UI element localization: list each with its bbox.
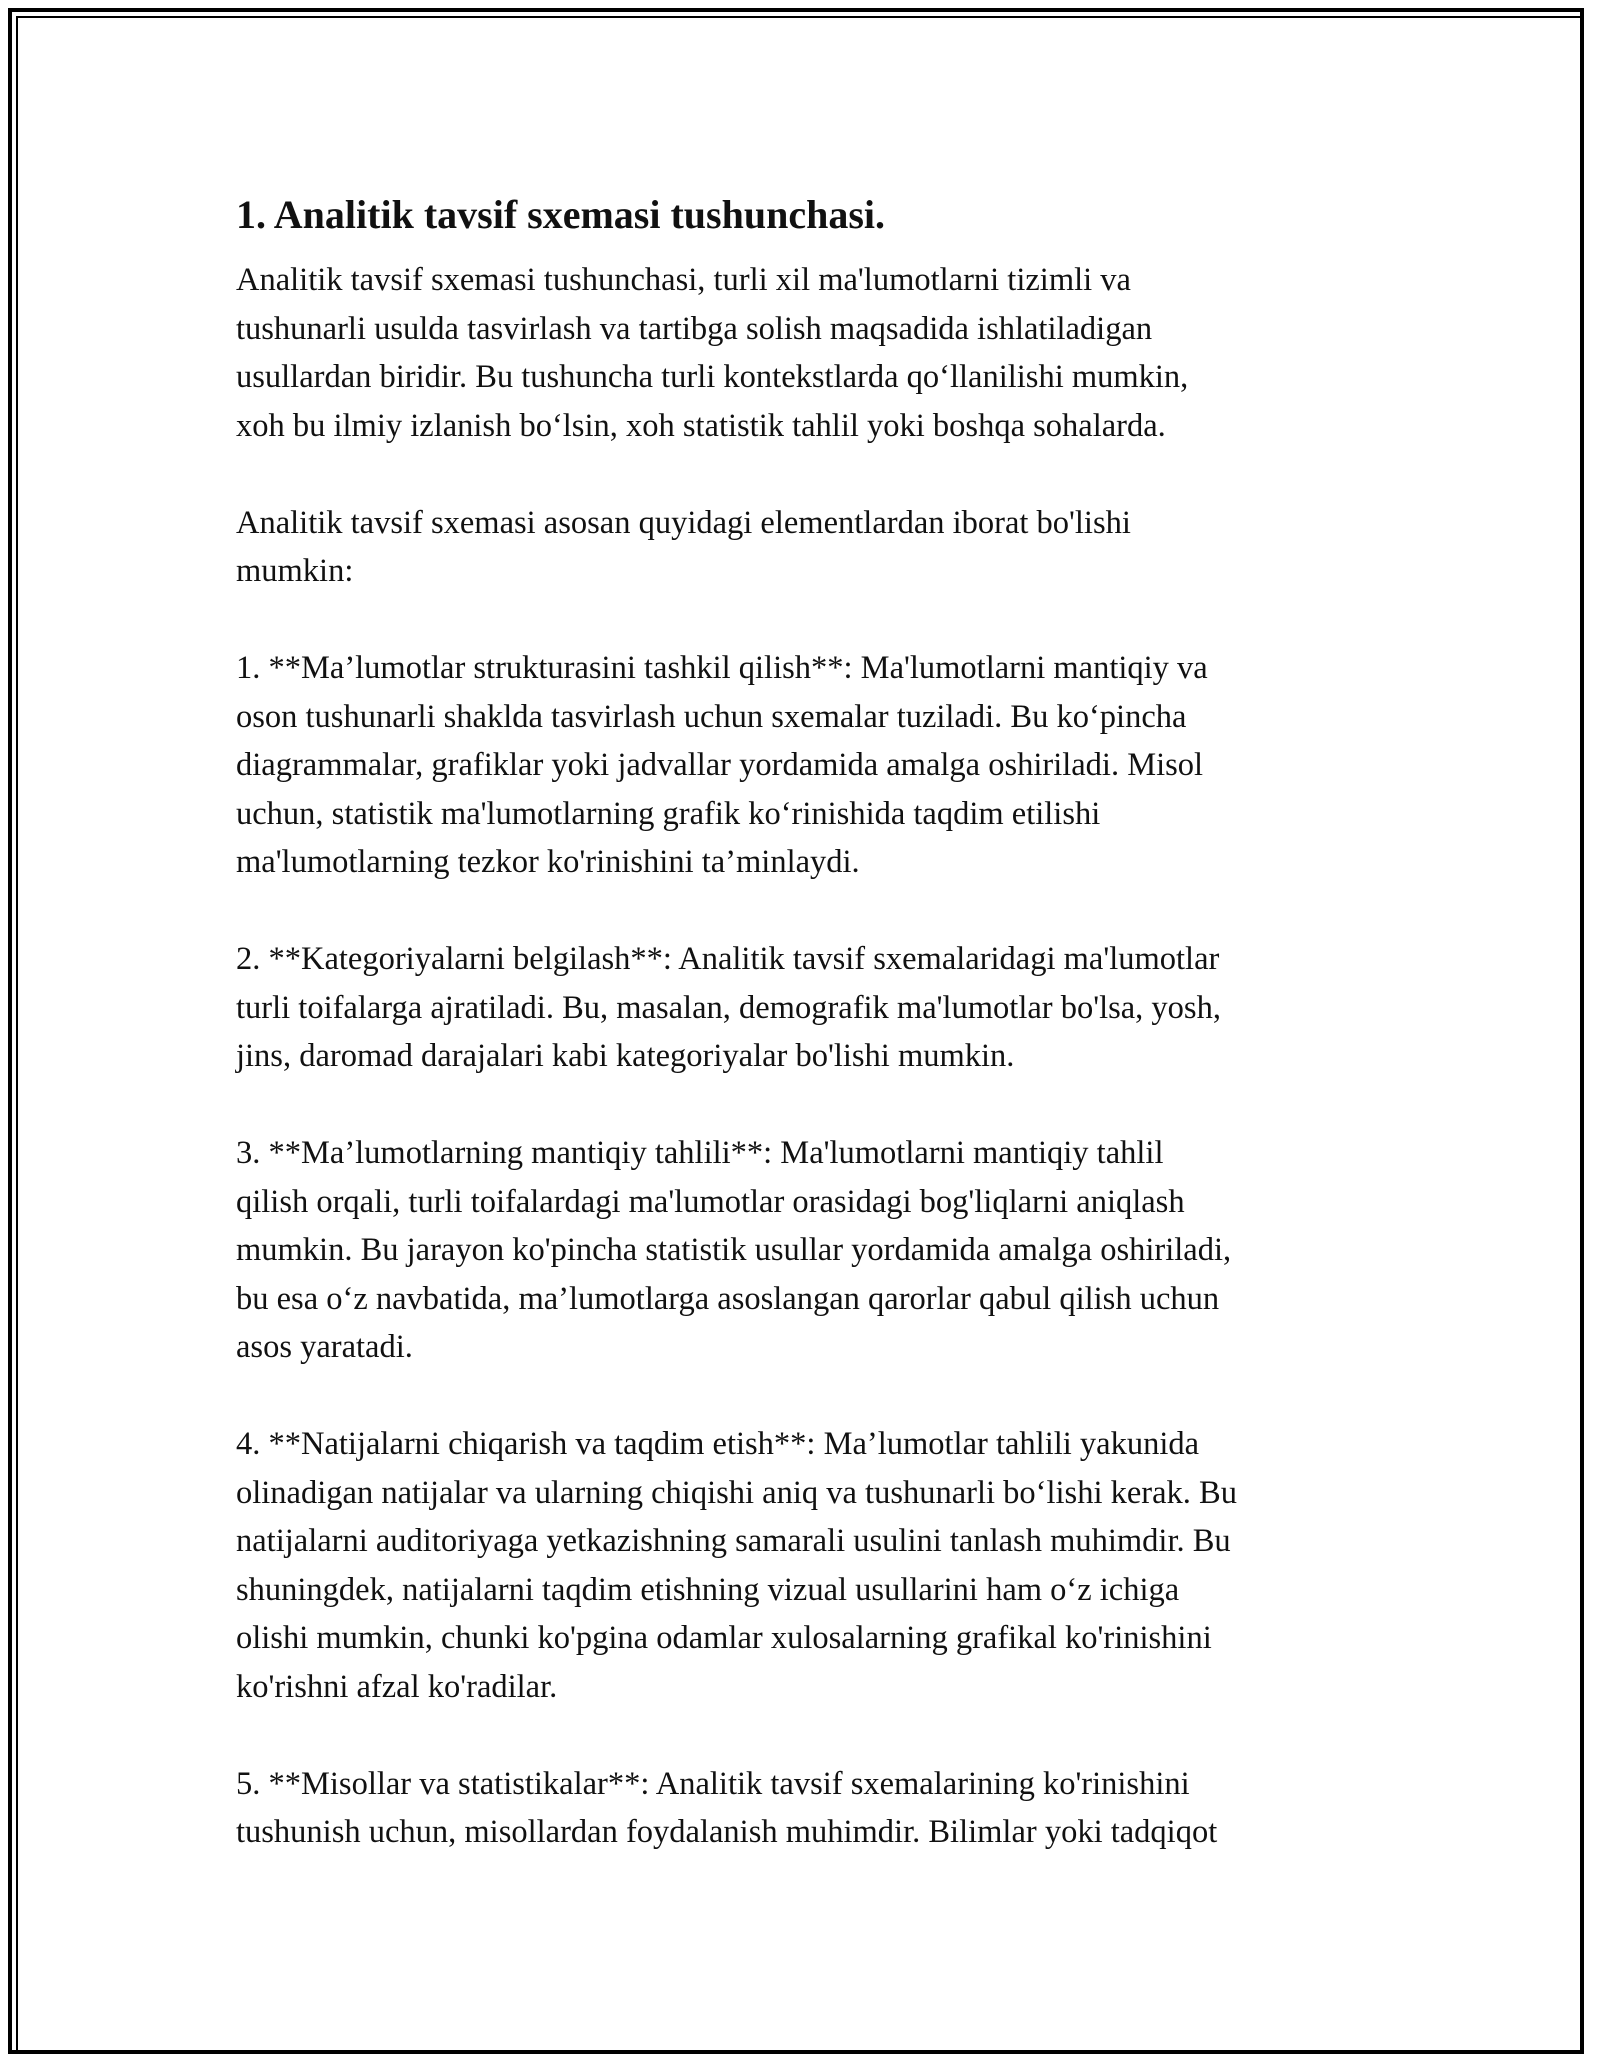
text-line: tushunish uchun, misollardan foydalanish muhimdir. Bilimlar yoki tadqiqot [236,1814,1218,1850]
text-line: asos yaratadi. [236,1329,413,1365]
paragraph-item-3 [236,1129,1376,1372]
text-line: diagrammalar, grafiklar yoki jadvallar yordamida amalga oshiriladi. Misol [236,747,1204,783]
text-line: 4. **Natijalarni chiqarish va taqdim etish**: Ma’lumotlar tahlili yakunida [236,1426,1200,1462]
text-line: olinadigan natijalar va ularning chiqishi aniq va tushunarli bo‘lishi kerak. Bu [236,1474,1237,1511]
text-line: turli toifalarga ajratiladi. Bu, masalan, demografik ma'lumotlar bo'lsa, yosh, [236,989,1221,1026]
text-line: bu esa o‘z navbatida, ma’lumotlarga asoslangan qarorlar qabul qilish uchun [236,1280,1220,1317]
text-line: Analitik tavsif sxemasi asosan quyidagi elementlardan iborat bo'lishi [236,504,1131,541]
paragraph-item-4 [236,1420,1376,1711]
text-line: xoh bu ilmiy izlanish bo‘lsin, xoh statistik tahlil yoki boshqa sohalarda. [236,407,1166,444]
text-line: olishi mumkin, chunki ko'pgina odamlar xulosalarning grafikal ko'rinishini [236,1620,1212,1656]
paragraph-elements-intro [236,499,1376,596]
text-line: uchun, statistik ma'lumotlarning grafik ko‘rinishida taqdim etilishi [236,795,1101,832]
text-line: 1. **Ma’lumotlar strukturasini tashkil qilish**: Ma'lumotlarni mantiqiy va [236,650,1208,686]
text-line: ko'rishni afzal ko'radilar. [236,1668,558,1705]
text-line: ma'lumotlarning tezkor ko'rinishini ta’minlaydi. [236,844,860,880]
text-line: tushunarli usulda tasvirlash va tartibga solish maqsadida ishlatiladigan [236,310,1153,347]
paragraph-item-2 [236,935,1376,1081]
paragraph-item-1 [236,644,1376,887]
paragraph-item-5 [236,1760,1376,1857]
text-line: jins, daromad darajalari kabi kategoriyalar bo'lishi mumkin. [236,1038,1015,1074]
text-line: natijalarni auditoriyaga yetkazishning samarali usulini tanlash muhimdir. Bu [236,1523,1231,1559]
text-line: 2. **Kategoriyalarni belgilash**: Analitik tavsif sxemalaridagi ma'lumotlar [236,941,1220,977]
text-line: mumkin. Bu jarayon ko'pincha statistik usullar yordamida amalga oshiriladi, [236,1232,1232,1268]
text-line: 3. **Ma’lumotlarning mantiqiy tahlili**: Ma'lumotlarni mantiqiy tahlil [236,1135,1164,1171]
text-line: mumkin: [236,553,354,589]
document-body [236,186,1376,1905]
section-heading: 1. Analitik tavsif sxemasi tushunchasi. [236,192,886,237]
text-line: usullardan biridir. Bu tushuncha turli kontekstlarda qo‘llanilishi mumkin, [236,359,1189,395]
text-line: oson tushunarli shakldа tasvirlash uchun sxemalar tuziladi. Bu ko‘pincha [236,698,1187,735]
text-line: 5. **Misollar va statistikalar**: Analitik tavsif sxemalarining ko'rinishini [236,1765,1190,1802]
text-line: Analitik tavsif sxemasi tushunchasi, turli xil ma'lumotlarni tizimli va [236,262,1131,298]
text-line: shuningdek, natijalarni taqdim etishning vizual usullarini ham o‘z ichiga [236,1571,1180,1608]
paragraph-intro [236,256,1376,450]
text-line: qilish orqali, turli toifalardagi ma'lumotlar orasidagi bog'liqlarni aniqlash [236,1183,1185,1220]
